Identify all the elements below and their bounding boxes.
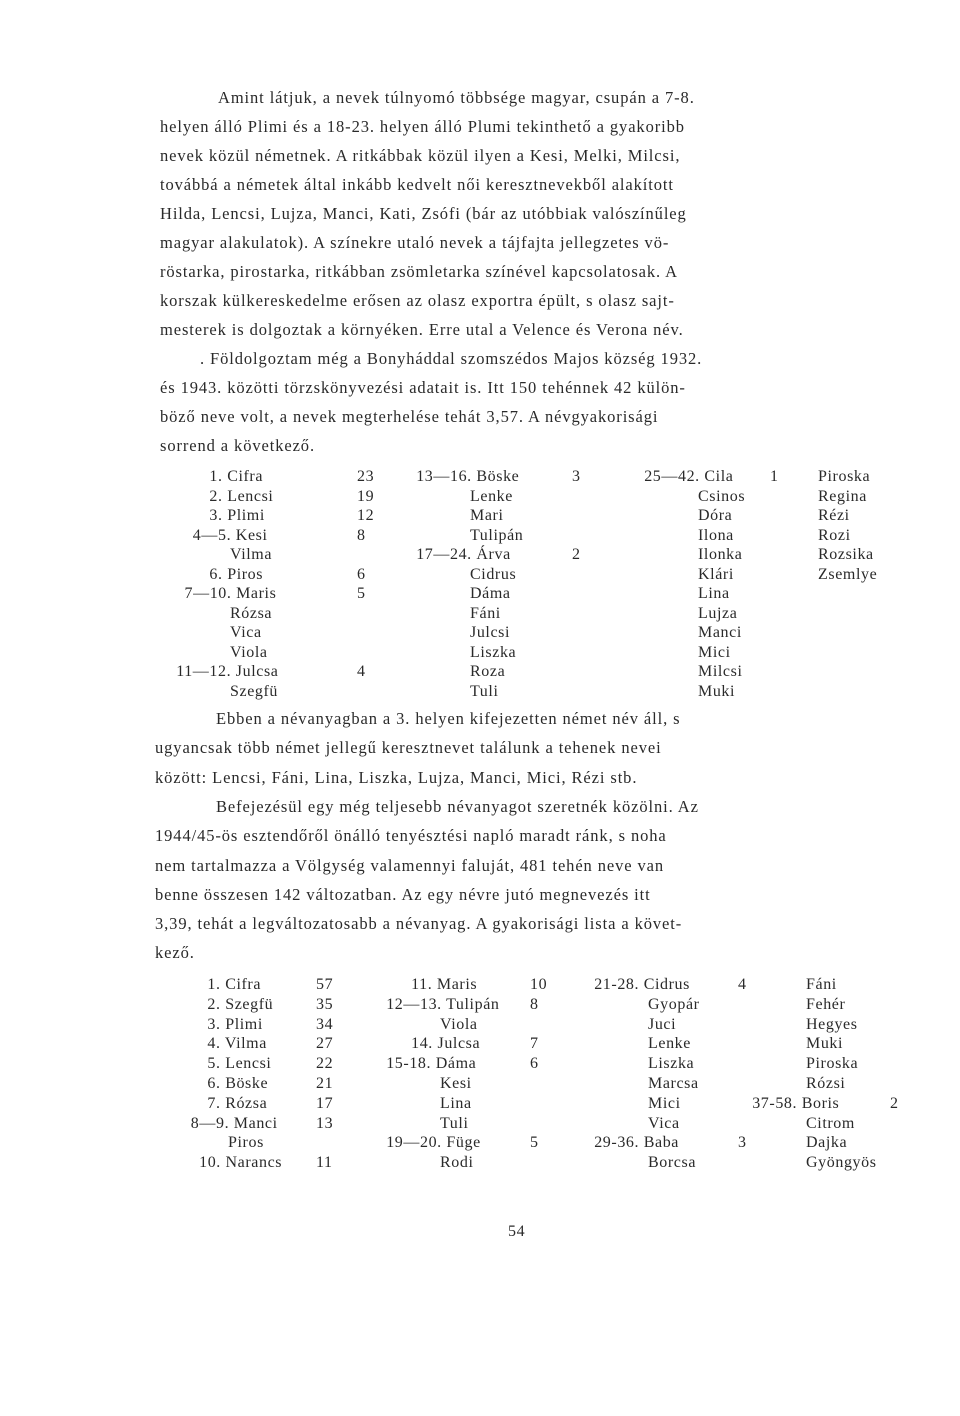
text-line: . Földolgoztam még a Bonyháddal szomszédos Majos község 1932. — [200, 349, 703, 368]
table-cell: 25—42. Cila — [644, 468, 734, 485]
text-line: 1944/45-ös esztendőről önálló tenyésztési napló maradt ránk, s noha — [155, 826, 667, 846]
table-cell: 8 — [530, 995, 539, 1013]
table-cell: Julcsi — [470, 624, 511, 641]
table-cell: Citrom — [806, 1114, 855, 1132]
text-line: Befejezésül egy még teljesebb névanyagot szeretnék közölni. Az — [216, 796, 699, 816]
table-cell: Liszka — [470, 643, 517, 661]
text-line: Hilda, Lencsi, Lujza, Manci, Kati, Zsófi (bár az utóbbiak valószínűleg — [160, 204, 687, 223]
table-cell: 13—16. Böske — [416, 468, 520, 485]
table-cell: 2. Szegfü — [207, 995, 274, 1013]
table-cell: 6. Böske — [207, 1075, 269, 1092]
table-cell: Mici — [698, 643, 731, 661]
table-cell: Lujza — [698, 604, 738, 622]
table-cell: Fehér — [806, 995, 846, 1013]
table-cell: Lenke — [648, 1035, 691, 1053]
table-cell: 3. Plimi — [209, 507, 265, 524]
table-cell: Klári — [698, 565, 734, 583]
table-cell: 2 — [572, 546, 581, 563]
table-cell: Tulipán — [470, 526, 524, 544]
table-cell: 19—20. Füge — [386, 1134, 481, 1152]
table-cell: 14. Julcsa — [411, 1035, 481, 1053]
table-cell: Vica — [230, 624, 262, 641]
table-cell: Tuli — [470, 682, 499, 700]
table-cell: Rozi — [818, 526, 851, 544]
table-cell: 7. Rózsa — [207, 1094, 268, 1112]
table-cell: 3 — [572, 468, 581, 485]
table-cell: Fáni — [470, 604, 501, 622]
table-cell: 37-58. Boris — [752, 1094, 840, 1112]
table-cell: 4 — [738, 976, 747, 993]
table-cell: Piroska — [806, 1055, 859, 1073]
table-cell: 11. Maris — [411, 976, 478, 993]
text-line: böző neve volt, a nevek megterhelése tehát 3,57. A névgyakorisági — [160, 407, 659, 426]
table-cell: 12 — [357, 507, 375, 524]
table-cell: Juci — [648, 1015, 677, 1033]
table-cell: Zsemlye — [818, 565, 878, 583]
table-cell: Piros — [228, 1134, 264, 1152]
table-cell: Gyöngyös — [806, 1154, 877, 1172]
page-number: 54 — [508, 1223, 526, 1240]
table-cell: Mici — [648, 1094, 681, 1112]
table-cell: Rozsika — [818, 546, 874, 563]
table-cell: 27 — [316, 1035, 334, 1053]
table-cell: Gyopár — [648, 995, 700, 1013]
table-cell: Lina — [698, 585, 730, 602]
table-cell: 13 — [316, 1114, 334, 1132]
table-cell: 8—9. Manci — [190, 1114, 278, 1132]
table-cell: Fáni — [806, 976, 837, 993]
table-cell: 19 — [357, 487, 375, 505]
text-line: sorrend a következő. — [160, 436, 315, 455]
table-cell: 5. Lencsi — [207, 1055, 272, 1073]
text-line: korszak külkereskedelme erősen az olasz exportra épült, s olasz sajt- — [160, 291, 675, 310]
table-cell: 21 — [316, 1075, 334, 1092]
table-cell: 22 — [316, 1055, 334, 1073]
text-line: ugyancsak több német jellegű keresztnevet találunk a tehenek nevei — [155, 738, 662, 758]
table-cell: 3 — [738, 1134, 747, 1152]
table-cell: Roza — [470, 663, 506, 680]
table-cell: Rodi — [440, 1154, 474, 1172]
table-cell: Viola — [440, 1015, 478, 1033]
table-cell: Hegyes — [806, 1015, 858, 1033]
text-line: továbbá a németek által inkább kedvelt női keresztnevekből alakított — [160, 175, 674, 194]
table-cell: 3. Plimi — [207, 1015, 263, 1033]
table-cell: 5 — [530, 1134, 539, 1152]
text-line: 3,39, tehát a legváltozatosabb a névanyag. A gyakorisági lista a követ- — [155, 914, 683, 934]
text-line: mesterek is dolgoztak a környéken. Erre utal a Velence és Verona név. — [160, 320, 684, 339]
text-line: kező. — [155, 943, 195, 963]
table-cell: 11 — [316, 1154, 333, 1172]
table-cell: Ilonka — [698, 546, 743, 563]
table-cell: Lenke — [470, 487, 513, 505]
table-cell: 35 — [316, 995, 334, 1013]
table-cell: Ilona — [698, 526, 734, 544]
text-line: magyar alakulatok). A színekre utaló nevek a tájfajta jellegzetes vö- — [160, 233, 670, 252]
table-cell: 2 — [890, 1094, 899, 1112]
table-cell: 1. Cifra — [209, 468, 264, 485]
table-cell: Rózsa — [230, 604, 273, 622]
table-cell: 29-36. Baba — [594, 1134, 679, 1152]
table-cell: Tuli — [440, 1114, 469, 1132]
table-cell: 10. Narancs — [199, 1154, 283, 1172]
table-cell: 17 — [316, 1094, 334, 1112]
table-cell: Csinos — [698, 487, 746, 505]
table-cell: Dajka — [806, 1134, 848, 1152]
table-cell: 7 — [530, 1035, 539, 1053]
table-cell: 6 — [357, 565, 366, 583]
table-cell: Borcsa — [648, 1154, 697, 1172]
table-cell: Lina — [440, 1094, 472, 1112]
table-cell: 4. Vilma — [207, 1035, 267, 1053]
table-cell: Dáma — [470, 585, 511, 602]
text-line: Ebben a névanyagban a 3. helyen kifejezetten német név áll, s — [216, 709, 681, 728]
table-cell: Liszka — [648, 1055, 695, 1073]
table-cell: Mari — [470, 507, 504, 524]
table-cell: 4 — [357, 663, 366, 680]
table-cell: 17—24. Árva — [416, 546, 511, 563]
table-cell: 1. Cifra — [207, 976, 262, 993]
table-cell: 1 — [770, 468, 779, 485]
text-line: között: Lencsi, Fáni, Lina, Liszka, Lujza, Manci, Mici, Rézi stb. — [155, 767, 638, 787]
table-cell: Vilma — [230, 546, 273, 563]
table-cell: Kesi — [440, 1075, 472, 1092]
table-cell: Vica — [648, 1114, 680, 1132]
table-cell: 5 — [357, 585, 366, 602]
table-cell: 23 — [357, 468, 375, 485]
table-cell: Muki — [698, 682, 736, 700]
table-cell: 7—10. Maris — [184, 585, 277, 602]
table-cell: 6 — [530, 1055, 539, 1073]
table-cell: 8 — [357, 526, 366, 544]
table-cell: Rézi — [818, 507, 850, 524]
table-cell: 15-18. Dáma — [386, 1055, 477, 1073]
table-cell: Piroska — [818, 468, 871, 485]
text-line: és 1943. közötti törzskönyvezési adatait is. Itt 150 tehénnek 42 külön- — [160, 378, 686, 397]
table-cell: 57 — [316, 976, 334, 993]
text-line: nevek közül németnek. A ritkábbak közül ilyen a Kesi, Melki, Milcsi, — [160, 146, 681, 165]
table-cell: 12—13. Tulipán — [386, 995, 500, 1013]
table-cell: Muki — [806, 1035, 844, 1053]
table-cell: Regina — [818, 487, 867, 505]
table-cell: 34 — [316, 1015, 334, 1033]
text-line: benne összesen 142 változatban. Az egy névre jutó megnevezés itt — [155, 884, 651, 904]
table-cell: Manci — [698, 624, 742, 641]
text-line: nem tartalmazza a Völgység valamennyi faluját, 481 tehén neve van — [155, 855, 665, 875]
table-cell: Cidrus — [470, 565, 517, 583]
table-cell: 21-28. Cidrus — [594, 976, 690, 993]
table-cell: 6. Piros — [209, 565, 264, 583]
text-line: röstarka, pirostarka, ritkábban zsömletarka színével kapcsolatosak. A — [160, 262, 678, 281]
table-cell: Rózsi — [806, 1075, 846, 1092]
text-line: Amint látjuk, a nevek túlnyomó többsége magyar, csupán a 7-8. — [218, 88, 695, 107]
table-cell: Milcsi — [698, 663, 743, 680]
table-cell: 2. Lencsi — [209, 487, 274, 505]
table-cell: Marcsa — [648, 1075, 699, 1092]
table-cell: Dóra — [698, 507, 733, 524]
table-cell: 11—12. Julcsa — [176, 663, 279, 680]
table-cell: 10 — [530, 976, 548, 993]
table-cell: 4—5. Kesi — [192, 526, 268, 544]
text-line: helyen álló Plimi és a 18-23. helyen álló Plumi tekinthető a gyakoribb — [160, 117, 685, 136]
table-cell: Viola — [230, 643, 268, 661]
table-cell: Szegfü — [230, 682, 279, 700]
